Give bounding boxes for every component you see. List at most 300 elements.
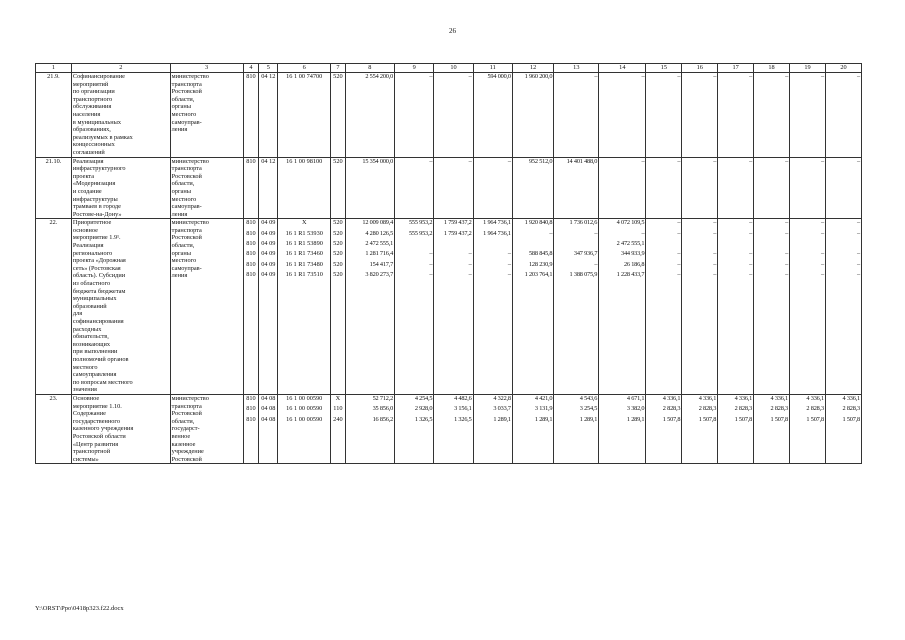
value-cell [243, 394, 259, 463]
measure-name-line: мероприятий [72, 80, 109, 88]
value: – [429, 250, 433, 258]
column-number: 19 [790, 64, 826, 73]
executor-line: ления [171, 210, 188, 218]
value: 04 09 [261, 219, 276, 227]
value-cell [473, 394, 512, 463]
value-cell [512, 73, 554, 158]
value: – [429, 157, 433, 165]
value-cell [599, 73, 646, 158]
value: 4 336,1 [734, 394, 753, 402]
executor-line: Ростовской [171, 88, 202, 96]
value: – [857, 73, 860, 80]
value [647, 240, 680, 250]
measure-name-line: Ростове-на-Дону» [72, 210, 122, 218]
value: – [785, 250, 789, 258]
measure-name-line: соглашений [72, 148, 105, 156]
value: 3 254,5 [579, 405, 598, 413]
value: 520 [333, 219, 343, 227]
measure-name-line: Приоритетное [72, 219, 112, 227]
value: 2 828,3 [842, 405, 860, 413]
value: 1 289,1 [493, 415, 511, 423]
value-cell [599, 157, 646, 219]
value-cell [790, 394, 826, 463]
value: – [857, 260, 860, 268]
executor-line: министерство [171, 157, 209, 165]
value: X [301, 219, 307, 227]
column-number: 1 [36, 64, 72, 73]
value: 1 289,1 [579, 415, 598, 423]
measure-name-line: самоуправления [72, 371, 117, 379]
measure-name-line: инфраструктурного [72, 165, 126, 173]
column-number: 8 [345, 64, 394, 73]
executor-line: транспорта [171, 165, 202, 173]
value: 588 845,8 [528, 250, 553, 258]
value: 810 [246, 405, 256, 413]
value-cell [512, 219, 554, 395]
value: – [857, 157, 860, 165]
measure-name-line: софинансирования [72, 318, 124, 325]
executor-line: Ростовской [171, 410, 202, 418]
value-cell [259, 394, 278, 463]
executor-line: Ростовской [171, 234, 202, 242]
value: – [677, 229, 681, 237]
value: 4 322,8 [493, 394, 511, 402]
measure-name-line: проекта [72, 172, 95, 180]
value: 14 401 488,0 [566, 157, 598, 165]
row-number: 22. [36, 219, 72, 395]
value: 2 828,3 [806, 405, 824, 413]
column-number: 12 [512, 64, 554, 73]
measure-name-line: значения [72, 386, 97, 394]
value: 16 1 00 00590 [286, 405, 323, 413]
measure-name [71, 157, 170, 219]
measure-name-line: для [72, 310, 83, 318]
measure-name-line: инфраструктуры [72, 195, 118, 203]
row-number: 21.9. [36, 73, 72, 158]
measure-name-line: расходных [72, 325, 102, 333]
measure-name-line: область). Субсидии [72, 272, 126, 280]
value: 1 289,1 [534, 415, 553, 423]
value-cell [345, 394, 394, 463]
value-cell [754, 157, 790, 219]
executor-line: самоуправ- [171, 264, 202, 272]
value: 4 072 109,5 [616, 219, 645, 227]
value-cell [395, 219, 434, 395]
measure-name-line: государственного [72, 417, 120, 425]
value: – [507, 157, 511, 165]
value: 4 421,0 [534, 394, 553, 402]
column-number: 7 [331, 64, 346, 73]
value: 3 820 273,7 [365, 271, 394, 279]
value: – [713, 260, 717, 268]
value-cell [243, 157, 259, 219]
value: 4 482,6 [454, 394, 472, 402]
value: 520 [333, 271, 343, 279]
value: 16 856,2 [372, 415, 394, 423]
value: 16 1 00 98100 [286, 157, 323, 165]
value: 810 [246, 229, 256, 237]
value: 3 131,9 [534, 405, 553, 413]
column-number-row [36, 64, 862, 73]
value: – [857, 229, 860, 237]
measure-name-line: бюджета бюджетам [72, 287, 126, 295]
value [827, 240, 860, 250]
measure-name-line: и создание [72, 187, 102, 195]
executor-line: местного [171, 110, 197, 118]
measure-name-line: реализуемых в рамках [72, 133, 133, 141]
table-row [36, 73, 862, 158]
value: 1 507,8 [770, 415, 789, 423]
value-cell [345, 157, 394, 219]
measure-name-line: проекта «Дорожная [72, 257, 126, 265]
value: 4 543,6 [579, 394, 598, 402]
value: 810 [246, 250, 256, 258]
value-cell [278, 394, 331, 463]
column-number: 9 [395, 64, 434, 73]
value: 2 928,0 [414, 405, 433, 413]
value: 4 336,1 [842, 394, 860, 402]
value: 1 507,8 [662, 415, 681, 423]
value: 16 1 R1 73510 [285, 271, 323, 279]
value: – [749, 157, 753, 165]
value: 3 156,1 [454, 405, 472, 413]
value: – [749, 219, 753, 227]
value: – [594, 73, 598, 80]
measure-name-line: при выполнении [72, 348, 118, 356]
value-cell [682, 219, 718, 395]
value: – [820, 250, 824, 258]
value: 1 326,5 [454, 415, 472, 423]
value: – [785, 157, 789, 165]
column-number: 18 [754, 64, 790, 73]
value: – [549, 229, 553, 237]
value: 04 12 [261, 73, 276, 80]
value: 347 936,7 [573, 250, 598, 258]
value: 04 09 [261, 240, 276, 248]
value-cell [825, 157, 861, 219]
value: – [594, 229, 598, 237]
value-cell [825, 73, 861, 158]
column-number: 13 [554, 64, 599, 73]
value: 4 336,1 [698, 394, 717, 402]
value-cell [473, 73, 512, 158]
value: – [713, 229, 717, 237]
value: 520 [333, 229, 343, 237]
value-cell [473, 219, 512, 395]
value: 1 507,8 [734, 415, 753, 423]
executor-line: области, [171, 242, 195, 250]
value: – [429, 73, 433, 80]
value-cell [473, 157, 512, 219]
value: 810 [246, 157, 256, 165]
value: 1 203 764,1 [524, 271, 553, 279]
value: – [677, 260, 681, 268]
column-number: 6 [278, 64, 331, 73]
value: – [594, 260, 598, 268]
executor [170, 219, 243, 395]
executor-line: области, [171, 417, 195, 425]
value: – [713, 157, 717, 165]
column-number: 4 [243, 64, 259, 73]
executor [170, 157, 243, 219]
measure-name-line: мероприятие 1.9¹. [72, 234, 121, 242]
executor-line: венное [171, 432, 191, 440]
value: – [468, 157, 472, 165]
value-cell [554, 73, 599, 158]
value: 04 09 [261, 229, 276, 237]
measure-name [71, 73, 170, 158]
value-cell [554, 219, 599, 395]
value: 1 326,5 [414, 415, 433, 423]
column-number: 2 [71, 64, 170, 73]
value: – [820, 260, 824, 268]
measure-name-line: концессионных [72, 141, 115, 149]
value: 2 828,3 [698, 405, 717, 413]
measure-name-line: возникающих [72, 340, 111, 348]
column-number: 16 [682, 64, 718, 73]
measure-name-line: Реализация [72, 157, 104, 165]
value: – [820, 271, 824, 279]
value: 4 336,1 [806, 394, 824, 402]
value: 3 382,0 [626, 405, 645, 413]
value: 344 933,9 [621, 250, 645, 258]
column-number: 20 [825, 64, 861, 73]
value-cell [754, 73, 790, 158]
value: – [820, 219, 824, 227]
value: 3 033,7 [493, 405, 511, 413]
value: 04 09 [261, 260, 276, 268]
value: – [677, 271, 681, 279]
value: 1 281 716,4 [365, 250, 394, 258]
value: 2 472 555,1 [365, 240, 394, 248]
executor-line: самоуправ- [171, 118, 202, 126]
value: 12 009 089,4 [362, 219, 394, 227]
executor-line: Ростовской [171, 172, 202, 180]
value: 16 1 00 00590 [286, 394, 323, 402]
column-number: 14 [599, 64, 646, 73]
value-cell [395, 157, 434, 219]
value-cell [243, 219, 259, 395]
budget-table [35, 63, 862, 464]
measure-name-line: муниципальных [72, 295, 117, 303]
table-row [36, 157, 862, 219]
measure-name-line: обслуживания [72, 103, 112, 111]
value-cell [754, 394, 790, 463]
executor-line: казенное [171, 440, 196, 448]
value: 16 1 R1 53930 [285, 229, 323, 237]
measure-name-line: населения [72, 110, 101, 118]
value: – [713, 219, 717, 227]
value: 810 [246, 240, 256, 248]
value-cell [512, 157, 554, 219]
value: – [677, 157, 681, 165]
value-cell [554, 394, 599, 463]
measure-name-line: Содержание [72, 410, 106, 418]
value: 1 759 437,2 [443, 229, 472, 237]
value: X [335, 394, 341, 402]
value: 1 964 736,1 [483, 229, 511, 237]
value: – [749, 250, 753, 258]
measure-name-line: в муниципальных [72, 118, 122, 126]
measure-name-line: основное [72, 226, 98, 234]
value-cell [646, 73, 682, 158]
value: – [429, 260, 433, 268]
value-cell [718, 157, 754, 219]
value: 35 856,0 [372, 405, 394, 413]
value-cell [682, 157, 718, 219]
column-number: 15 [646, 64, 682, 73]
value [555, 240, 597, 250]
measure-name [71, 219, 170, 395]
value-cell [331, 219, 346, 395]
measure-name-line: по вопросам местного [72, 378, 133, 386]
value-cell [599, 219, 646, 395]
executor-line: транспорта [171, 80, 202, 88]
value: 520 [333, 260, 343, 268]
row-number: 21.10. [36, 157, 72, 219]
value-cell [682, 394, 718, 463]
measure-name-line: «Центр развития [72, 440, 119, 448]
value-cell [825, 394, 861, 463]
value: – [677, 73, 681, 80]
value-cell [599, 394, 646, 463]
value: 26 186,8 [623, 260, 645, 268]
value-cell [434, 394, 473, 463]
value: 04 08 [261, 394, 276, 402]
value: – [468, 260, 472, 268]
value: 128 230,9 [528, 260, 553, 268]
value [791, 240, 824, 250]
measure-name-line: образованиях, [72, 126, 111, 134]
value-cell [331, 394, 346, 463]
value: 2 828,3 [770, 405, 789, 413]
value: 2 828,3 [662, 405, 681, 413]
value: – [507, 250, 511, 258]
executor-line: органы [171, 187, 191, 195]
value: 1 960 200,0 [524, 73, 553, 80]
value: 520 [333, 240, 343, 248]
measure-name-line: Софинансирование [72, 73, 125, 80]
value: 810 [246, 73, 256, 80]
value: 4 336,1 [662, 394, 681, 402]
value: 520 [333, 250, 343, 258]
executor-line: местного [171, 195, 197, 203]
value: – [641, 157, 645, 165]
value [514, 240, 553, 250]
value-cell [646, 394, 682, 463]
value: 1 920 840,8 [524, 219, 553, 227]
value: 1 736 012,6 [569, 219, 598, 227]
value: – [785, 73, 789, 80]
value: 1 507,8 [698, 415, 717, 423]
executor-line: органы [171, 249, 191, 257]
value-cell [278, 73, 331, 158]
executor-line: ления [171, 272, 188, 280]
table-row [36, 219, 862, 395]
value-cell [718, 73, 754, 158]
measure-name-line: сеть» (Ростовская [72, 264, 121, 272]
value: 16 1 R1 73480 [285, 260, 323, 268]
value: 04 09 [261, 250, 276, 258]
value-cell [243, 73, 259, 158]
measure-name-line: транспортной [72, 448, 111, 456]
column-number: 11 [473, 64, 512, 73]
executor-line: министерство [171, 219, 209, 227]
value [396, 240, 432, 250]
value: 1 228 433,7 [616, 271, 645, 279]
value: 16 1 00 74700 [286, 73, 323, 80]
value-cell [754, 219, 790, 395]
executor-line: области, [171, 95, 195, 103]
value: – [713, 271, 717, 279]
value: – [785, 271, 789, 279]
value: 1 289,1 [626, 415, 645, 423]
executor-line: ления [171, 126, 188, 134]
executor-line: учреждение [171, 448, 204, 456]
value: – [820, 229, 824, 237]
value-cell [646, 219, 682, 395]
value-cell [646, 157, 682, 219]
measure-name-line: Основное [72, 394, 100, 402]
value-cell [395, 73, 434, 158]
value: 2 554 200,0 [365, 73, 394, 80]
value-cell [718, 394, 754, 463]
value: – [468, 250, 472, 258]
value-cell [259, 73, 278, 158]
value-cell [790, 73, 826, 158]
value: 52 712,2 [372, 394, 394, 402]
value: 15 354 000,0 [362, 157, 394, 165]
value: 04 08 [261, 405, 276, 413]
measure-name-line: «Модернизация [72, 180, 116, 188]
value [755, 240, 788, 250]
measure-name-line: местного [72, 363, 98, 371]
value-cell [434, 219, 473, 395]
executor-line: транспорта [171, 226, 202, 234]
value: 1 507,8 [806, 415, 824, 423]
value: – [785, 229, 789, 237]
value-cell [345, 73, 394, 158]
value: 04 08 [261, 415, 276, 423]
value-cell [825, 219, 861, 395]
value: – [820, 157, 824, 165]
value-cell [718, 219, 754, 395]
value: – [857, 250, 860, 258]
value-cell [790, 219, 826, 395]
value: 1 507,8 [842, 415, 860, 423]
value [435, 240, 471, 250]
value: 154 417,7 [369, 260, 394, 268]
value: 810 [246, 260, 256, 268]
measure-name-line: Реализация [72, 242, 104, 250]
value: 810 [246, 394, 256, 402]
file-path: Y:\ORST\Ppo\0418p323.f22.docx [35, 605, 124, 612]
executor [170, 394, 243, 463]
value: – [749, 260, 753, 268]
value: – [857, 219, 860, 227]
value-cell [434, 73, 473, 158]
value: 4 254,5 [414, 394, 433, 402]
value-cell [554, 157, 599, 219]
executor-line: государст- [171, 425, 200, 433]
value: 04 12 [261, 157, 276, 165]
value: – [749, 229, 753, 237]
value [475, 240, 511, 250]
column-number: 17 [718, 64, 754, 73]
measure-name-line: полномочий органов [72, 355, 129, 363]
value: – [507, 271, 511, 279]
executor-line: органы [171, 103, 191, 111]
